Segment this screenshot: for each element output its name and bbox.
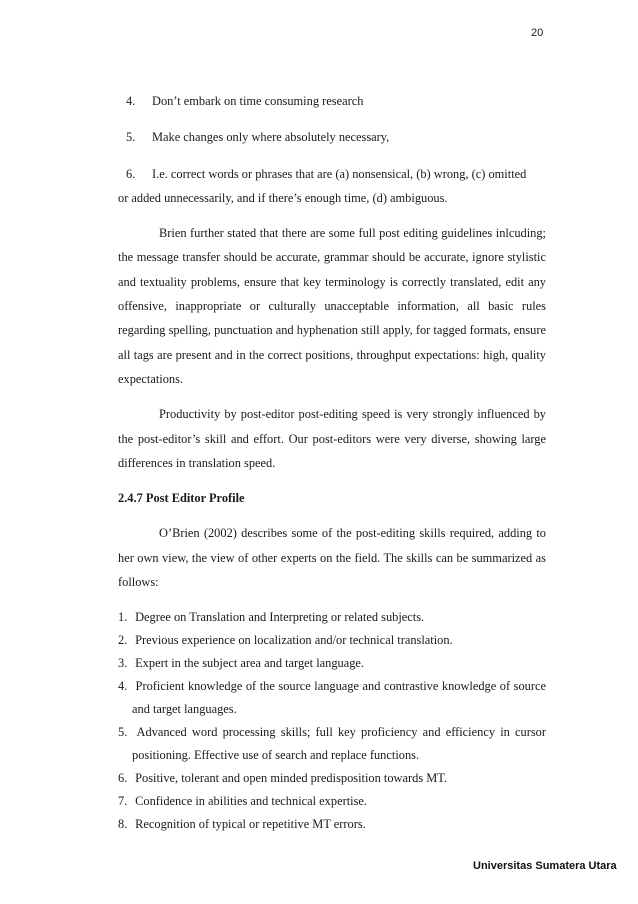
paragraph-obrien: O’Brien (2002) describes some of the post-editing skills required, adding to her own view, the view of other experts on the field. The skills can be summarized as follows:	[118, 526, 546, 590]
list-text: Proficient knowledge of the source language and contrastive knowledge of source and target languages.	[132, 679, 546, 717]
list-text: Confidence in abilities and technical expertise.	[135, 794, 368, 809]
list-item	[118, 790, 546, 813]
line-text: I.e. correct words or phrases that are (a) nonsensical, (b) wrong, (c) omitted	[152, 166, 527, 181]
line-number: 5.	[126, 130, 136, 145]
page-body	[118, 89, 546, 836]
list-text: Expert in the subject area and target language.	[135, 656, 365, 671]
numbered-line-5	[118, 125, 546, 149]
skills-list	[118, 606, 546, 836]
list-number: 2.	[118, 633, 128, 648]
list-number: 8.	[118, 817, 128, 832]
line-number: 6.	[126, 166, 136, 181]
list-text: Positive, tolerant and open minded predisposition towards MT.	[135, 771, 448, 786]
list-text: Previous experience on localization and/or technical translation.	[135, 633, 453, 648]
list-item	[118, 767, 546, 790]
list-number: 3.	[118, 656, 128, 671]
line-6-continuation: or added unnecessarily, and if there’s enough time, (d) ambiguous.	[118, 190, 448, 205]
list-item	[118, 629, 546, 652]
list-number: 4.	[118, 679, 128, 694]
paragraph-productivity: Productivity by post-editor post-editing speed is very strongly influenced by the post-editor’s skill and effort. Our post-editors were very diverse, showing large differences in translation speed.	[118, 407, 546, 470]
line-text: Don’t embark on time consuming research	[152, 94, 364, 108]
list-item	[118, 675, 546, 721]
numbered-line-6	[118, 162, 546, 186]
list-item	[118, 652, 546, 675]
footer-university: Universitas Sumatera Utara	[473, 860, 617, 872]
list-item	[118, 721, 546, 767]
list-item	[118, 813, 546, 836]
section-heading: 2.4.7 Post Editor Profile	[118, 491, 245, 506]
list-number: 7.	[118, 794, 128, 809]
numbered-line-4	[118, 89, 546, 113]
list-text: Recognition of typical or repetitive MT errors.	[135, 817, 366, 832]
line-number: 4.	[126, 94, 136, 108]
list-number: 1.	[118, 610, 128, 625]
list-number: 5.	[118, 725, 128, 740]
paragraph-guidelines: Brien further stated that there are some full post editing guidelines inlcuding; the message transfer should be accurate, grammar should be accurate, ignore stylistic and textuality problems, ensure that key terminology is correctly translated, edit any offensive, inappropriate or culturally unacceptable information, all basic rules regarding spelling, punctuation and hyphenation still apply, for tagged formats, ensure all tags are present and in the correct positions, throughput expectations: high, quality expectations.	[118, 226, 546, 386]
line-text: Make changes only where absolutely necessary,	[152, 130, 390, 145]
list-text: Advanced word processing skills; full key proficiency and efficiency in cursor positioning. Effective use of search and replace functions.	[132, 725, 546, 763]
list-item	[118, 606, 546, 629]
list-number: 6.	[118, 771, 128, 786]
list-text: Degree on Translation and Interpreting or related subjects.	[135, 610, 425, 625]
page-number: 20	[531, 27, 544, 39]
